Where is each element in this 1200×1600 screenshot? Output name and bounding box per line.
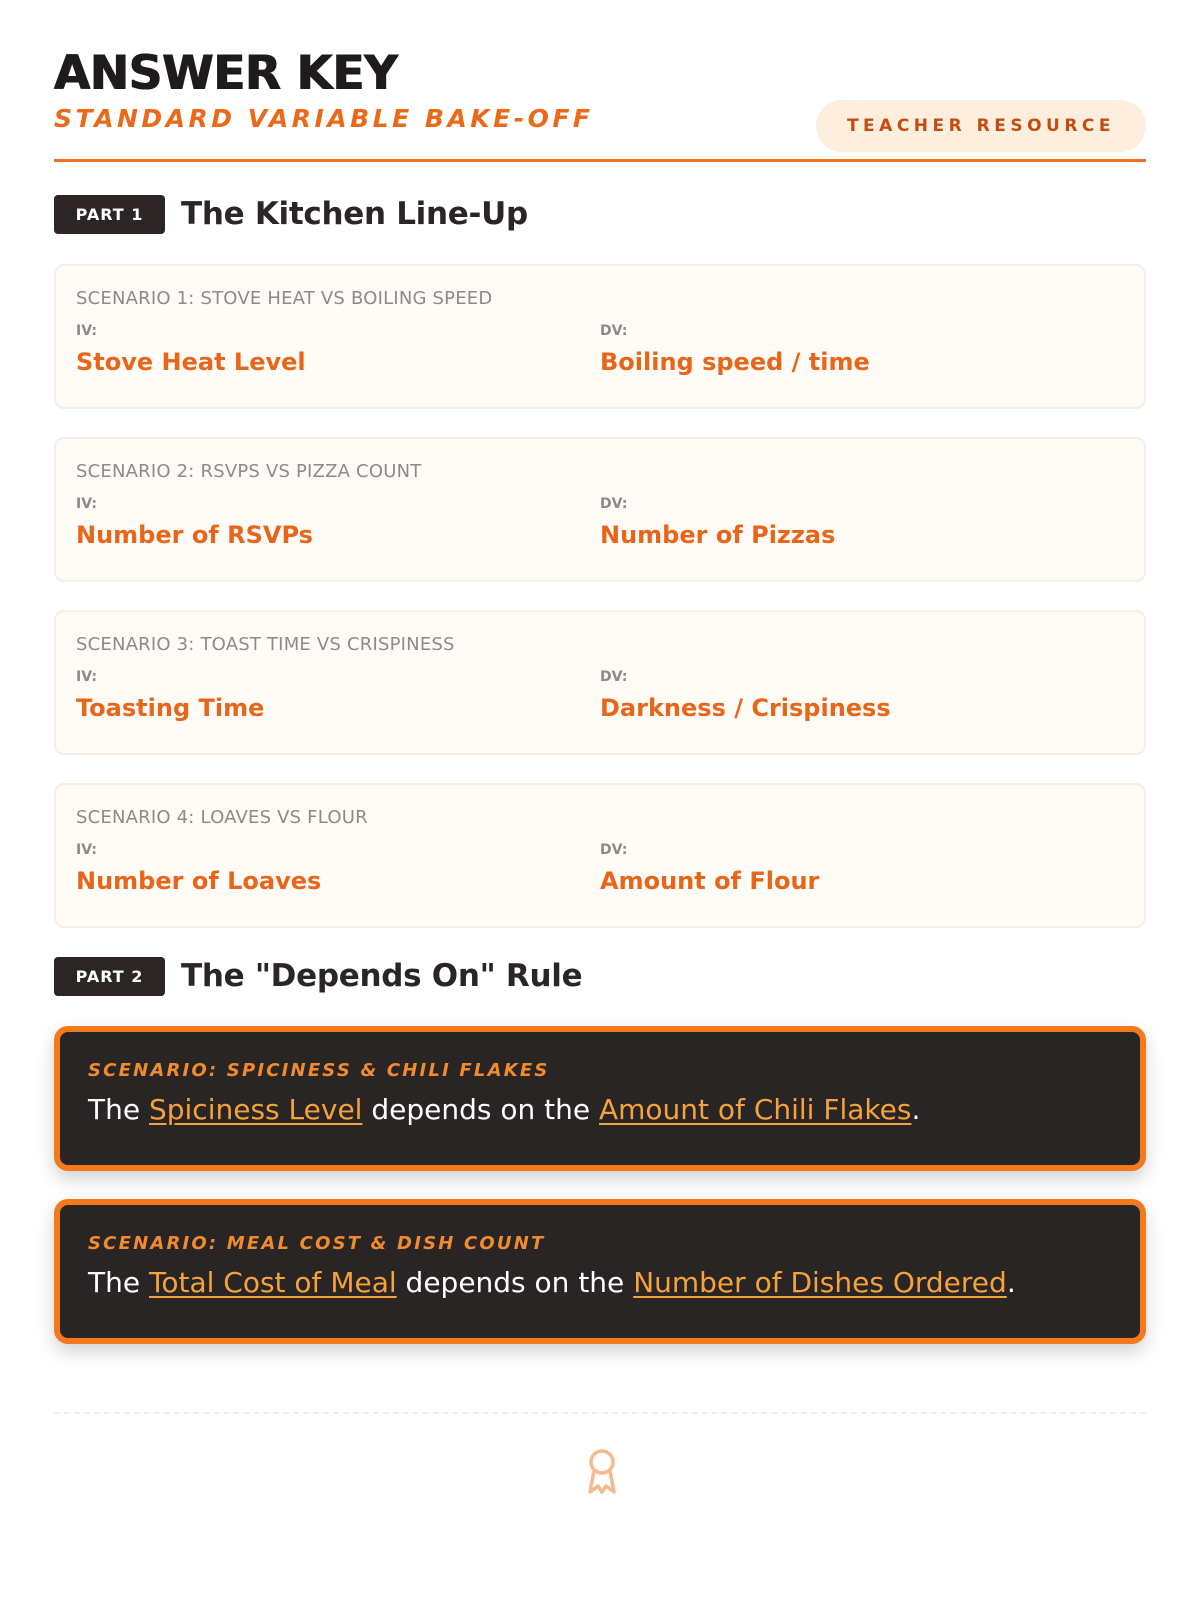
part2-heading (54, 956, 1146, 996)
scenario-label: SCENARIO 4: LOAVES VS FLOUR (76, 807, 368, 828)
teacher-resource-badge: TEACHER RESOURCE (816, 100, 1146, 152)
scenario-label: SCENARIO 1: STOVE HEAT VS BOILING SPEED (76, 288, 493, 309)
part1-heading (54, 194, 1146, 234)
rule-card (54, 1026, 1146, 1171)
scenario-card (54, 610, 1146, 755)
dv-answer: Number of Pizzas (600, 521, 836, 549)
iv-answer: Number of Loaves (76, 867, 322, 895)
part1-tag: PART 1 (54, 195, 165, 234)
scenario-card (54, 437, 1146, 582)
iv-key: IV: (76, 842, 98, 858)
dv-key: DV: (600, 669, 628, 685)
page-title: ANSWER KEY (54, 46, 398, 101)
dv-key: DV: (600, 323, 628, 339)
rule-sentence (88, 1266, 1112, 1299)
part1-title: The Kitchen Line-Up (181, 196, 528, 232)
rule-suffix: . (1006, 1266, 1016, 1299)
dv-answer: Boiling speed / time (600, 348, 870, 376)
rule-label: SCENARIO: MEAL COST & DISH COUNT (88, 1233, 546, 1254)
iv-answer: Toasting Time (76, 694, 265, 722)
rule-middle: depends on the (396, 1266, 634, 1299)
rule-card (54, 1199, 1146, 1344)
rule-sentence (88, 1093, 1112, 1126)
scenario-label: SCENARIO 3: TOAST TIME VS CRISPINESS (76, 634, 455, 655)
scenario-label: SCENARIO 2: RSVPS VS PIZZA COUNT (76, 461, 422, 482)
scenario-card (54, 783, 1146, 928)
footer-divider (54, 1412, 1146, 1414)
part2-tag: PART 2 (54, 957, 165, 996)
award-ribbon-icon (584, 1446, 620, 1496)
rule-prefix: The (88, 1266, 149, 1299)
dv-answer: Amount of Flour (600, 867, 820, 895)
iv-blank: Amount of Chili Flakes (599, 1093, 912, 1126)
rule-middle: depends on the (362, 1093, 599, 1126)
rule-prefix: The (88, 1093, 149, 1126)
rule-label: SCENARIO: SPICINESS & CHILI FLAKES (88, 1060, 550, 1081)
rule-suffix: . (911, 1093, 921, 1126)
rule-list (54, 1026, 1146, 1344)
dv-key: DV: (600, 496, 628, 512)
dv-blank: Total Cost of Meal (148, 1266, 397, 1299)
iv-answer: Stove Heat Level (76, 348, 306, 376)
scenario-list (54, 264, 1146, 928)
dv-key: DV: (600, 842, 628, 858)
iv-key: IV: (76, 496, 98, 512)
page-subtitle: STANDARD VARIABLE BAKE-OFF (54, 104, 594, 133)
dv-answer: Darkness / Crispiness (600, 694, 891, 722)
iv-key: IV: (76, 323, 98, 339)
iv-key: IV: (76, 669, 98, 685)
iv-answer: Number of RSVPs (76, 521, 313, 549)
part2-title: The "Depends On" Rule (181, 958, 583, 994)
page-header (54, 0, 1146, 162)
iv-blank: Number of Dishes Ordered (633, 1266, 1007, 1299)
scenario-card (54, 264, 1146, 409)
dv-blank: Spiciness Level (148, 1093, 363, 1126)
